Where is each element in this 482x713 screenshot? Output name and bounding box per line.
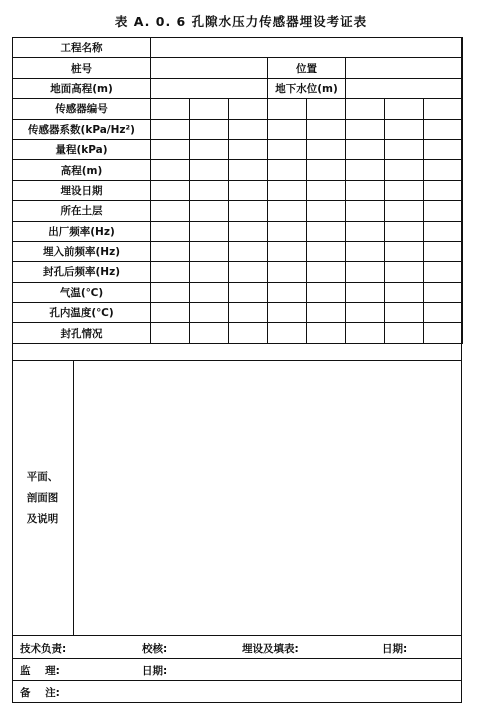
pile-no-label: 桩号 [13,58,151,78]
tech-lead-label: 技术负责: [20,643,67,655]
sensor-coef-label: 传感器系数(kPa/Hz²) [13,119,151,139]
install-date-label: 埋设日期 [13,180,151,200]
soil-layer-label: 所在土层 [13,201,151,221]
groundwater-label: 地下水位(m) [268,78,346,98]
hole-temp-label: 孔内温度(℃) [13,303,151,323]
supervision-date-label: 日期: [142,665,168,677]
project-name-label: 工程名称 [13,38,151,58]
sensor-no-label: 传感器编号 [13,99,151,119]
factory-freq-label: 出厂频率(Hz) [13,221,151,241]
supervisor-label: 监 理: [20,665,60,677]
table-border [12,37,462,703]
ground-elevation-label: 地面高程(m) [13,78,151,98]
pre-burial-freq-label: 埋入前频率(Hz) [13,241,151,261]
elevation-label: 高程(m) [13,160,151,180]
table-title: 表 A. 0. 6 孔隙水压力传感器埋设考证表 [114,14,368,29]
plan-label: 平面、 剖面图 及说明 [26,470,59,525]
sealing-label: 封孔情况 [13,323,151,343]
remarks-label: 备 注: [20,687,60,699]
range-label: 量程(kPa) [13,139,151,159]
date-label: 日期: [382,643,408,655]
filler-label: 埋设及填表: [242,643,299,655]
position-label: 位置 [268,58,346,78]
air-temp-label: 气温(℃) [13,282,151,302]
checker-label: 校核: [142,643,168,655]
post-seal-freq-label: 封孔后频率(Hz) [13,262,151,282]
